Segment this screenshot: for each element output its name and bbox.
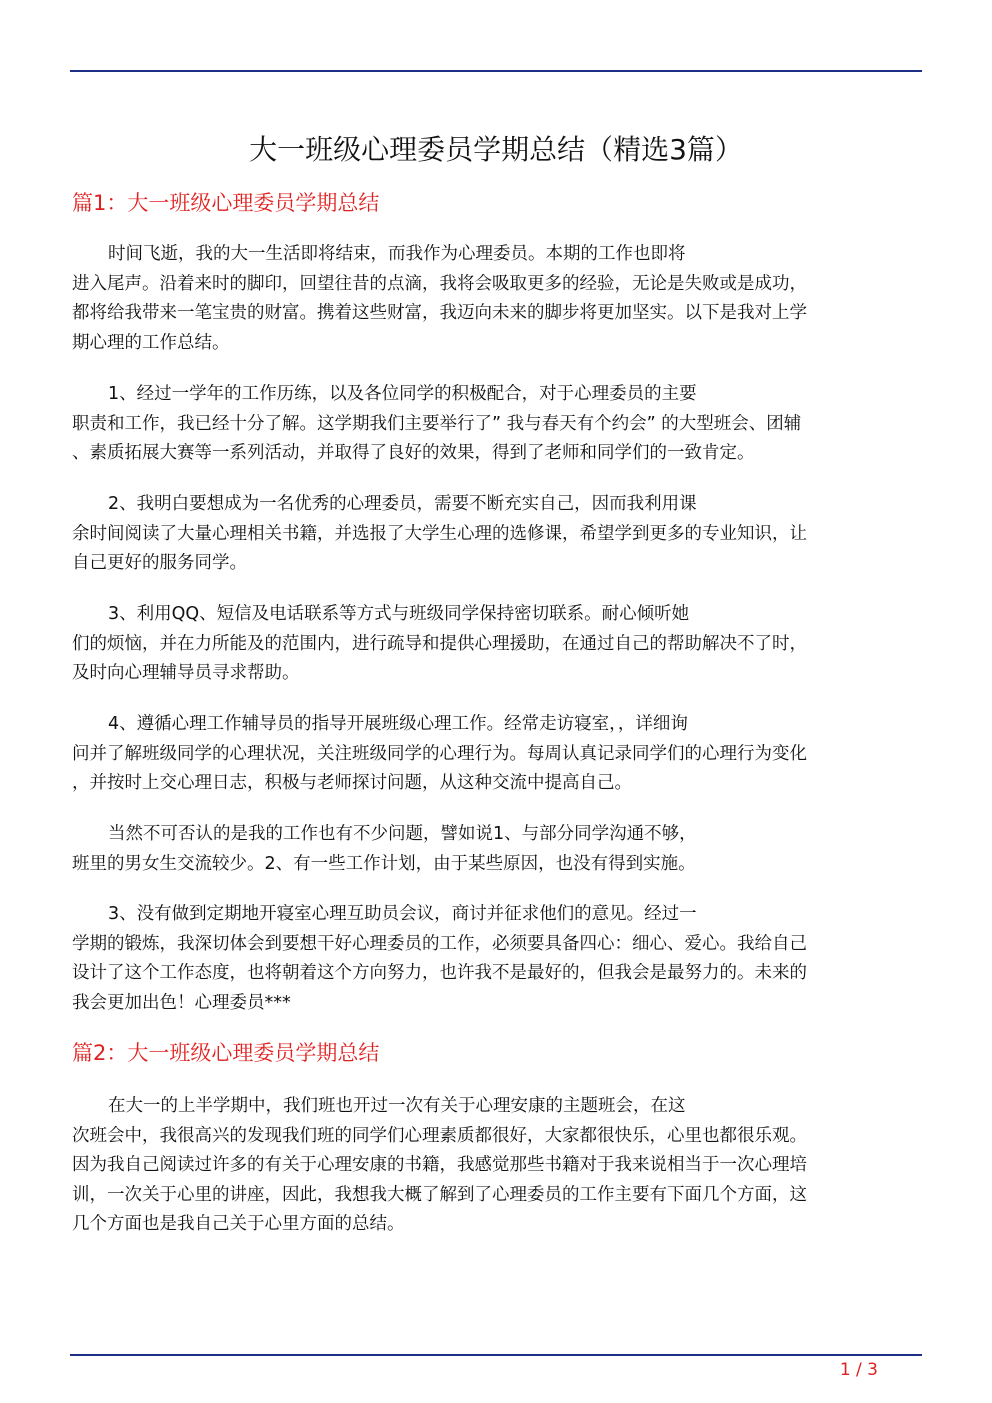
paragraph-line: 们的烦恼，并在力所能及的范围内，进行疏导和提供心理援助，在通过自己的帮助解决不了时， (72, 633, 807, 654)
paragraph-line: 及时向心理辅导员寻求帮助。 (72, 663, 300, 683)
paragraph-line: 1、经过一学年的工作历练，以及各位同学的积极配合，对于心理委员的主要 (108, 384, 697, 404)
paragraph-line: 班里的男女生交流较少。2、有一些工作计划，由于某些原因，也没有得到实施。 (72, 853, 696, 874)
paragraph-line: 都将给我带来一笔宝贵的财富。携着这些财富，我迈向未来的脚步将更加坚实。以下是我对上学 (72, 303, 807, 323)
paragraph-line: 2、我明白要想成为一名优秀的心理委员，需要不断充实自己，因而我利用课 (108, 494, 697, 514)
paragraph (72, 380, 922, 469)
document-title: 大一班级心理委员学期总结（精选3篇） (249, 133, 743, 166)
paragraph-line: 训，一次关于心里的讲座，因此，我想我大概了解到了心理委员的工作主要有下面几个方面，这 (72, 1184, 807, 1205)
paragraph-line: 期心理的工作总结。 (72, 332, 230, 353)
paragraph-line: 学期的锻炼，我深切体会到要想干好心理委员的工作，必须要具备四心：细心、爱心。我给自己 (72, 933, 807, 954)
paragraph-line: 自己更好的服务同学。 (72, 553, 247, 573)
paragraph (72, 900, 922, 1018)
paragraph (72, 1092, 922, 1240)
page-number: 1 / 3 (839, 1360, 878, 1380)
paragraph-line: 当然不可否认的是我的工作也有不少问题，譬如说1、与部分同学沟通不够， (108, 824, 697, 844)
paragraph (72, 240, 922, 358)
paragraph-line: 3、利用QQ、短信及电话联系等方式与班级同学保持密切联系。耐心倾听她 (108, 604, 690, 624)
paragraph (72, 490, 922, 579)
paragraph (72, 710, 922, 799)
paragraph-line: ，并按时上交心理日志，积极与老师探讨问题，从这种交流中提高自己。 (72, 773, 632, 793)
paragraph-line: 职责和工作，我已经十分了解。这学期我们主要举行了” 我与春天有个约会” 的大型班会、团辅 (72, 413, 802, 434)
paragraph-line: 3、没有做到定期地开寝室心理互助员会议，商讨并征求他们的意见。经过一 (108, 904, 697, 924)
paragraph (72, 600, 922, 689)
paragraph-line: 、素质拓展大赛等一系列活动，并取得了良好的效果，得到了老师和同学们的一致肯定。 (72, 443, 755, 463)
paragraph-line: 进入尾声。沿着来时的脚印，回望往昔的点滴，我将会吸取更多的经验，无论是失败或是成功， (72, 273, 807, 294)
paragraph-line: 余时间阅读了大量心理相关书籍，并选报了大学生心理的选修课，希望学到更多的专业知识，让 (72, 523, 807, 544)
paragraph-line: 几个方面也是我自己关于心里方面的总结。 (72, 1214, 405, 1234)
paragraph-line: 问并了解班级同学的心理状况，关注班级同学的心理行为。每周认真记录同学们的心理行为变化 (72, 743, 807, 764)
paragraph-line: 4、遵循心理工作辅导员的指导开展班级心理工作。经常走访寝室，，详细询 (108, 714, 688, 734)
paragraph-line: 设计了这个工作态度，也将朝着这个方向努力，也许我不是最好的，但我会是最努力的。未来的 (72, 963, 807, 983)
paragraph (72, 820, 922, 879)
paragraph-line: 因为我自己阅读过许多的有关于心理安康的书籍，我感觉那些书籍对于我来说相当于一次心理培 (72, 1155, 807, 1175)
paragraph-line: 时间飞逝，我的大一生活即将结束，而我作为心理委员。本期的工作也即将 (108, 244, 686, 264)
paragraph-line: 我会更加出色！心理委员*** (72, 992, 291, 1013)
header-rule (70, 70, 922, 72)
section-heading-1: 篇1：大一班级心理委员学期总结 (72, 191, 380, 215)
paragraph-line: 次班会中，我很高兴的发现我们班的同学们心理素质都很好，大家都很快乐，心里也都很乐观。 (72, 1125, 807, 1146)
paragraph-line: 在大一的上半学期中，我们班也开过一次有关于心理安康的主题班会，在这 (108, 1096, 686, 1116)
section-heading-2: 篇2：大一班级心理委员学期总结 (72, 1041, 380, 1065)
footer-rule (70, 1354, 922, 1356)
